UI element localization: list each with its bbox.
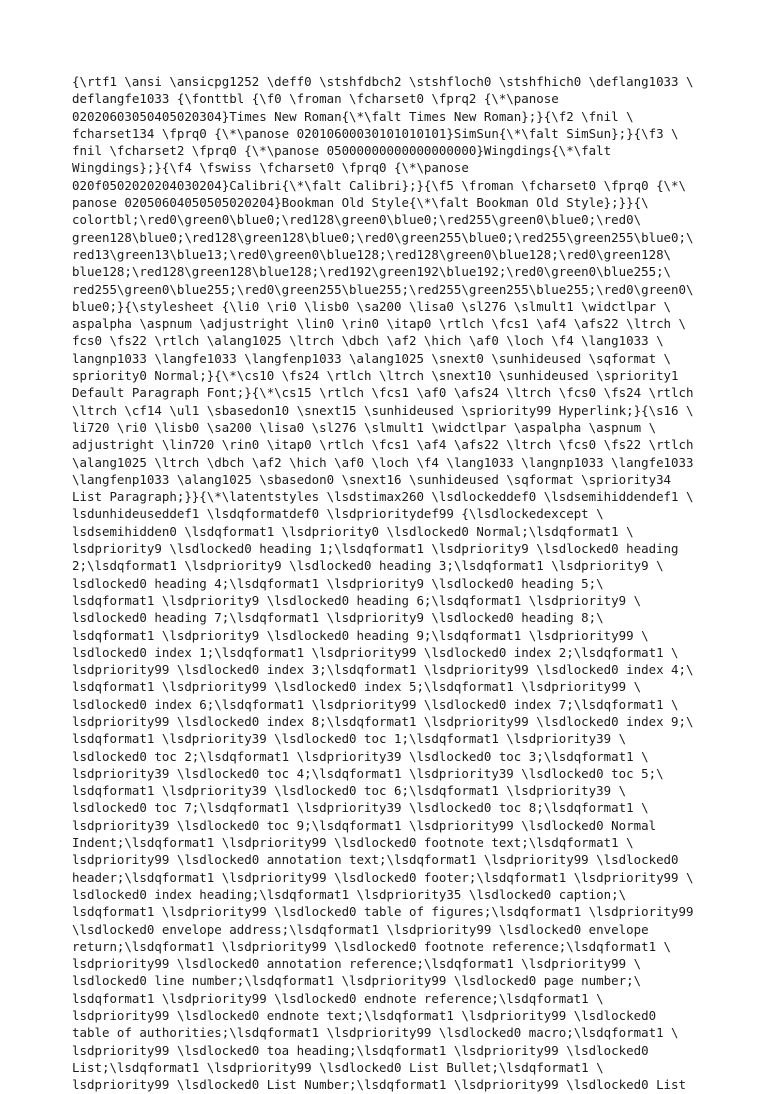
text-line: li720 \ri0 \lisb0 \sa200 \lisa0 \sl276 \slmult1 \widctlpar \aspalpha \aspnum \ bbox=[72, 419, 657, 435]
text-line: 020f0502020204030204}Calibri{\*\falt Calibri};}{\f5 \froman \fcharset0 \fprq0 {\*\ bbox=[72, 177, 687, 193]
text-line: lsdsemihidden0 \lsdqformat1 \lsdpriority0 \lsdlocked0 Normal;\lsdqformat1 \ bbox=[72, 523, 634, 539]
rtf-source-text bbox=[72, 73, 712, 1094]
text-line: lsdunhideuseddef1 \lsdqformatdef0 \lsdprioritydef99 {\lsdlockedexcept \ bbox=[72, 506, 604, 522]
text-line: green128\blue0;\red128\green128\blue0;\red0\green255\blue0;\red255\green255\blue0;\ bbox=[72, 229, 694, 245]
text-line: deflangfe1033 {\fonttbl {\f0 \froman \fcharset0 \fprq2 {\*\panose bbox=[72, 91, 559, 107]
text-line: {\rtf1 \ansi \ansicpg1252 \deff0 \stshfdbch2 \stshfloch0 \stshfhich0 \deflang1033 \ bbox=[72, 74, 694, 89]
text-line: 2;\lsdqformat1 \lsdpriority9 \lsdlocked0 heading 3;\lsdqformat1 \lsdpriority9 \ bbox=[72, 558, 664, 574]
text-line: lsdqformat1 \lsdpriority39 \lsdlocked0 toc 6;\lsdqformat1 \lsdpriority39 \ bbox=[72, 783, 627, 799]
text-line: lsdqformat1 \lsdpriority99 \lsdlocked0 endnote reference;\lsdqformat1 \ bbox=[72, 990, 604, 1006]
text-line: lsdlocked0 index heading;\lsdqformat1 \lsdpriority35 \lsdlocked0 caption;\ bbox=[72, 886, 627, 902]
text-line: blue128;\red128\green128\blue128;\red192\green192\blue192;\red0\green0\blue255;\ bbox=[72, 264, 672, 280]
text-line: lsdpriority39 \lsdlocked0 toc 9;\lsdqformat1 \lsdpriority99 \lsdlocked0 Normal bbox=[72, 817, 657, 833]
text-line: \ltrch \cf14 \ul1 \sbasedon10 \snext15 \sunhideused \spriority99 Hyperlink;}{\s16 \ bbox=[72, 402, 694, 418]
text-line: List Paragraph;}}{\*\latentstyles \lsdstimax260 \lsdlockeddef0 \lsdsemihiddendef1 \ bbox=[72, 489, 694, 505]
text-line: lsdpriority99 \lsdlocked0 endnote text;\lsdqformat1 \lsdpriority99 \lsdlocked0 bbox=[72, 1008, 657, 1024]
text-line: lsdlocked0 index 6;\lsdqformat1 \lsdpriority99 \lsdlocked0 index 7;\lsdqformat1 \ bbox=[72, 696, 679, 712]
text-line: lsdqformat1 \lsdpriority99 \lsdlocked0 index 5;\lsdqformat1 \lsdpriority99 \ bbox=[72, 679, 642, 695]
text-line: panose 02050604050505020204}Bookman Old Style{\*\falt Bookman Old Style};}}{\ bbox=[72, 195, 649, 211]
text-line: 02020603050405020304}Times New Roman{\*\falt Times New Roman};}{\f2 \fnil \ bbox=[72, 108, 634, 124]
text-line: lsdqformat1 \lsdpriority39 \lsdlocked0 toc 1;\lsdqformat1 \lsdpriority39 \ bbox=[72, 731, 627, 747]
text-line: lsdqformat1 \lsdpriority99 \lsdlocked0 table of figures;\lsdqformat1 \lsdpriority99 bbox=[72, 904, 694, 920]
text-line: List;\lsdqformat1 \lsdpriority99 \lsdlocked0 List Bullet;\lsdqformat1 \ bbox=[72, 1059, 604, 1075]
text-line: lsdpriority99 \lsdlocked0 toa heading;\lsdqformat1 \lsdpriority99 \lsdlocked0 bbox=[72, 1042, 649, 1058]
text-line: lsdlocked0 toc 2;\lsdqformat1 \lsdpriority39 \lsdlocked0 toc 3;\lsdqformat1 \ bbox=[72, 748, 649, 764]
text-line: fcs0 \fs22 \rtlch \alang1025 \ltrch \dbch \af2 \hich \af0 \loch \f4 \lang1033 \ bbox=[72, 333, 664, 349]
text-line: lsdqformat1 \lsdpriority9 \lsdlocked0 heading 6;\lsdqformat1 \lsdpriority9 \ bbox=[72, 592, 642, 608]
text-line: lsdpriority99 \lsdlocked0 index 8;\lsdqformat1 \lsdpriority99 \lsdlocked0 index 9;\ bbox=[72, 713, 694, 729]
text-line: fnil \fcharset2 \fprq0 {\*\panose 05000000000000000000}Wingdings{\*\falt bbox=[72, 143, 612, 159]
text-line: lsdlocked0 line number;\lsdqformat1 \lsdpriority99 \lsdlocked0 page number;\ bbox=[72, 973, 642, 989]
text-line: lsdlocked0 heading 4;\lsdqformat1 \lsdpriority9 \lsdlocked0 heading 5;\ bbox=[72, 575, 604, 591]
text-line: Indent;\lsdqformat1 \lsdpriority99 \lsdlocked0 footnote text;\lsdqformat1 \ bbox=[72, 835, 634, 851]
text-line: spriority0 Normal;}{\*\cs10 \fs24 \rtlch \ltrch \snext10 \sunhideused \spriority1 bbox=[72, 368, 679, 384]
text-line: red13\green13\blue13;\red0\green0\blue128;\red128\green0\blue128;\red0\green128\ bbox=[72, 246, 672, 262]
text-line: adjustright \lin720 \rin0 \itap0 \rtlch \fcs1 \af4 \afs22 \ltrch \fcs0 \fs22 \rtlch bbox=[72, 437, 694, 453]
text-line: fcharset134 \fprq0 {\*\panose 02010600030101010101}SimSun{\*\falt SimSun};}{\f3 \ bbox=[72, 125, 679, 141]
text-line: colortbl;\red0\green0\blue0;\red128\green0\blue0;\red255\green0\blue0;\red0\ bbox=[72, 212, 642, 228]
text-line: return;\lsdqformat1 \lsdpriority99 \lsdlocked0 footnote reference;\lsdqformat1 \ bbox=[72, 938, 672, 954]
text-line: lsdpriority99 \lsdlocked0 index 3;\lsdqformat1 \lsdpriority99 \lsdlocked0 index 4;\ bbox=[72, 662, 694, 678]
text-line: langnp1033 \langfe1033 \langfenp1033 \alang1025 \snext0 \sunhideused \sqformat \ bbox=[72, 350, 672, 366]
text-line: blue0;}{\stylesheet {\li0 \ri0 \lisb0 \sa200 \lisa0 \sl276 \slmult1 \widctlpar \ bbox=[72, 298, 672, 314]
text-line: \lsdlocked0 envelope address;\lsdqformat1 \lsdpriority99 \lsdlocked0 envelope bbox=[72, 921, 649, 937]
text-line: Wingdings};}{\f4 \fswiss \fcharset0 \fprq0 {\*\panose bbox=[72, 160, 469, 176]
text-line: lsdpriority99 \lsdlocked0 annotation text;\lsdqformat1 \lsdpriority99 \lsdlocked0 bbox=[72, 852, 679, 868]
text-line: table of authorities;\lsdqformat1 \lsdpriority99 \lsdlocked0 macro;\lsdqformat1 \ bbox=[72, 1025, 679, 1041]
text-line: lsdlocked0 toc 7;\lsdqformat1 \lsdpriority39 \lsdlocked0 toc 8;\lsdqformat1 \ bbox=[72, 800, 649, 816]
text-line: red255\green0\blue255;\red0\green255\blue255;\red255\green255\blue255;\red0\green0\ bbox=[72, 281, 694, 297]
text-line: lsdpriority99 \lsdlocked0 annotation reference;\lsdqformat1 \lsdpriority99 \ bbox=[72, 956, 642, 972]
text-line: lsdpriority39 \lsdlocked0 toc 4;\lsdqformat1 \lsdpriority39 \lsdlocked0 toc 5;\ bbox=[72, 765, 664, 781]
text-line: lsdlocked0 heading 7;\lsdqformat1 \lsdpriority9 \lsdlocked0 heading 8;\ bbox=[72, 610, 604, 626]
text-line: Default Paragraph Font;}{\*\cs15 \rtlch \fcs1 \af0 \afs24 \ltrch \fcs0 \fs24 \rtlch bbox=[72, 385, 694, 401]
text-line: lsdlocked0 index 1;\lsdqformat1 \lsdpriority99 \lsdlocked0 index 2;\lsdqformat1 \ bbox=[72, 644, 679, 660]
text-line: header;\lsdqformat1 \lsdpriority99 \lsdlocked0 footer;\lsdqformat1 \lsdpriority99 \ bbox=[72, 869, 694, 885]
text-line: lsdpriority9 \lsdlocked0 heading 1;\lsdqformat1 \lsdpriority9 \lsdlocked0 heading bbox=[72, 541, 679, 557]
text-line: \langfenp1033 \alang1025 \sbasedon0 \snext16 \sunhideused \sqformat \spriority34 bbox=[72, 471, 672, 487]
text-line: lsdpriority99 \lsdlocked0 List Number;\lsdqformat1 \lsdpriority99 \lsdlocked0 List bbox=[72, 1077, 687, 1093]
text-line: aspalpha \aspnum \adjustright \lin0 \rin0 \itap0 \rtlch \fcs1 \af4 \afs22 \ltrch \ bbox=[72, 316, 687, 332]
text-line: \alang1025 \ltrch \dbch \af2 \hich \af0 \loch \f4 \lang1033 \langnp1033 \langfe1033 bbox=[72, 454, 694, 470]
text-line: lsdqformat1 \lsdpriority9 \lsdlocked0 heading 9;\lsdqformat1 \lsdpriority99 \ bbox=[72, 627, 649, 643]
